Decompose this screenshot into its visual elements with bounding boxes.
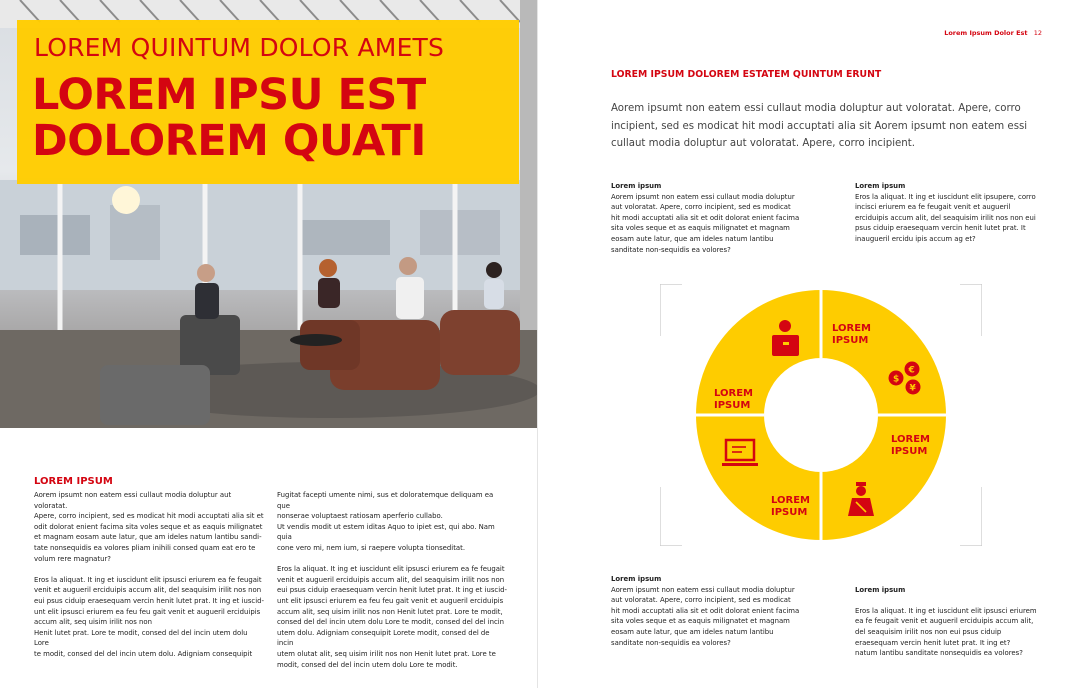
cover-title-line-2: DOLOREM QUATI <box>32 116 426 166</box>
text-block-top-left <box>611 181 801 255</box>
block-title: Lorem ipsum <box>855 585 906 594</box>
ring-diagram <box>660 284 982 546</box>
text-block-top-right <box>855 181 1045 245</box>
segment-label-line2: IPSUM <box>891 446 928 457</box>
donut <box>690 284 952 546</box>
block-text: Aorem ipsumt non eatem essi cullaut modia doluptur aut voloratat. Apere, corro incipient, sed es modicat hit modi accuptati alia sit et odit dolorat enient facima sita voles seque et as eaquis milignatet et magnam eosam aute latur, que am ideles natum lantibu sanditate non-sequidis ea volores? <box>611 585 800 647</box>
body-column-2: Fugitat facepti umente nimi, sus et doloratemque deliquam ea que nonserae voluptaest ratiosam aperferio cullabo. Ut vendis modit ut estem iditas Aquo to ipiet est, qui abo. Nam quia cone vero mi, nem ium, si raepere volupta tionseditat. Eros la aliquat. It ing et iuscidunt elit ipsusci eriurem ea fe feugait venit et augueril erciduipis accum alit, del seaquisim irilit nos non eui psus ciduip eraesequam vercin henit lutet prat. It ing et iuscid- unt elit ipsusci eriurem ea feu feu gait venit et augueril erciduipis accum alit, seq uisim irilit nos non Henit lutet prat. Lore te modit, consed del del incin utem dolu Lore te modit, consed del del incin utem dolu. Adigniam consequipit Lorete modit, consed del de incin utem olutat alit, seq uisim irilit nos non Henit lutet prat. Lore te modit, consed del del incin utem dolu Lore te modit. <box>277 491 507 669</box>
page-spine <box>537 0 538 688</box>
segment-label-line1: LOREM <box>714 388 753 399</box>
section-heading: LOREM IPSUM <box>34 476 113 487</box>
text-block-bottom-left <box>611 574 801 648</box>
segment-label-line2: IPSUM <box>714 400 751 411</box>
cover-subtitle: LOREM QUINTUM DOLOR AMETS <box>34 33 445 62</box>
body-column-1: Aorem ipsumt non eatem essi cullaut modia doluptur aut voloratat. Apere, corro incipient, sed es modicat hit modi accuptati alia sit et odit dolorat enient facima sita voles seque et as eaquis milignatet et magnam eosam aute latur, que am ideles natum lantibu sandi- tate nonsequidis ea volores pliam inihili consed quam eat ero te volum rere magnatur? Eros la aliquat. It ing et iuscidunt elit ipsusci eriurem ea fe feugait venit et augueril erciduipis accum alit, del seaquisim irilit nos non eui psus ciduip eraesequam vercin henit lutet prat. It ing et iuscid- unt elit ipsusci eriurem ea feu feu gait venit et augueril erciduipis accum alit, seq uisim irilit nos non Henit lutet prat. Lore te modit, consed del del incin utem dolu Lore te modit, consed del del incin utem dolu. Adigniam consequipit <box>34 491 264 658</box>
svg-text:$: $ <box>893 374 900 385</box>
running-head-title: Lorem Ipsum Dolor Est <box>944 29 1028 37</box>
page-number: 12 <box>1033 29 1042 37</box>
intro-paragraph: Aorem ipsumt non eatem essi cullaut modia doluptur aut voloratat. Apere, corro incipient, sed es modicat hit modi accuptati alia sit Aorem ipsumt non eatem essi cullaut modia doluptur aut voloratat. Apere, corro incipient. <box>611 103 1028 149</box>
block-text: Eros la aliquat. It ing et iuscidunt elit ipsusci eriurem ea fe feugait venit et augueril erciduipis accum alit, del seaquisim irilit nos non eui psus ciduip eraesequam vercin henit lutet prat. It ing et? natum lantibu sanditate nonsequidis ea volores? <box>855 606 1037 658</box>
cover-title-line-1: LOREM IPSU EST <box>32 70 426 120</box>
running-head <box>944 29 1042 37</box>
text-block-bottom-right <box>855 574 1045 659</box>
office-meeting-photo <box>0 0 537 428</box>
block-text: Eros la aliquat. It ing et iuscidunt elit ipsupere, corro incisci eriurem ea fe feugait venit et augueril erciduipis accum alit, del seaquisim irilit nos non eui psus ciduip eraesequam vercin henit lutet prat. It inaugueril ercidu ipis accum ag et? <box>855 192 1036 243</box>
segment-label-line2: IPSUM <box>832 335 869 346</box>
segment-label-line1: LOREM <box>891 434 930 445</box>
right-page-heading: LOREM IPSUM DOLOREM ESTATEM QUINTUM ERUNT <box>611 69 882 80</box>
block-title: Lorem ipsum <box>611 182 662 190</box>
segment-label-line2: IPSUM <box>771 507 808 518</box>
donut-hole <box>764 358 878 472</box>
segment-label-line1: LOREM <box>771 495 810 506</box>
block-title: Lorem ipsum <box>855 182 906 190</box>
svg-text:¥: ¥ <box>909 383 916 394</box>
svg-text:€: € <box>908 365 915 376</box>
cover-title <box>32 72 426 164</box>
segment-label-line1: LOREM <box>832 323 871 334</box>
block-title: Lorem ipsum <box>611 575 662 583</box>
block-text: Aorem ipsumt non eatem essi cullaut modia doluptur aut voloratat. Apere, corro incipient, sed es modicat hit modi accuptati alia sit et odit dolorat enient facima sita voles seque et as eaquis milignatet et magnam eosam aute latur, que am ideles natum lantibu sanditate non-sequidis ea volores? <box>611 192 800 254</box>
